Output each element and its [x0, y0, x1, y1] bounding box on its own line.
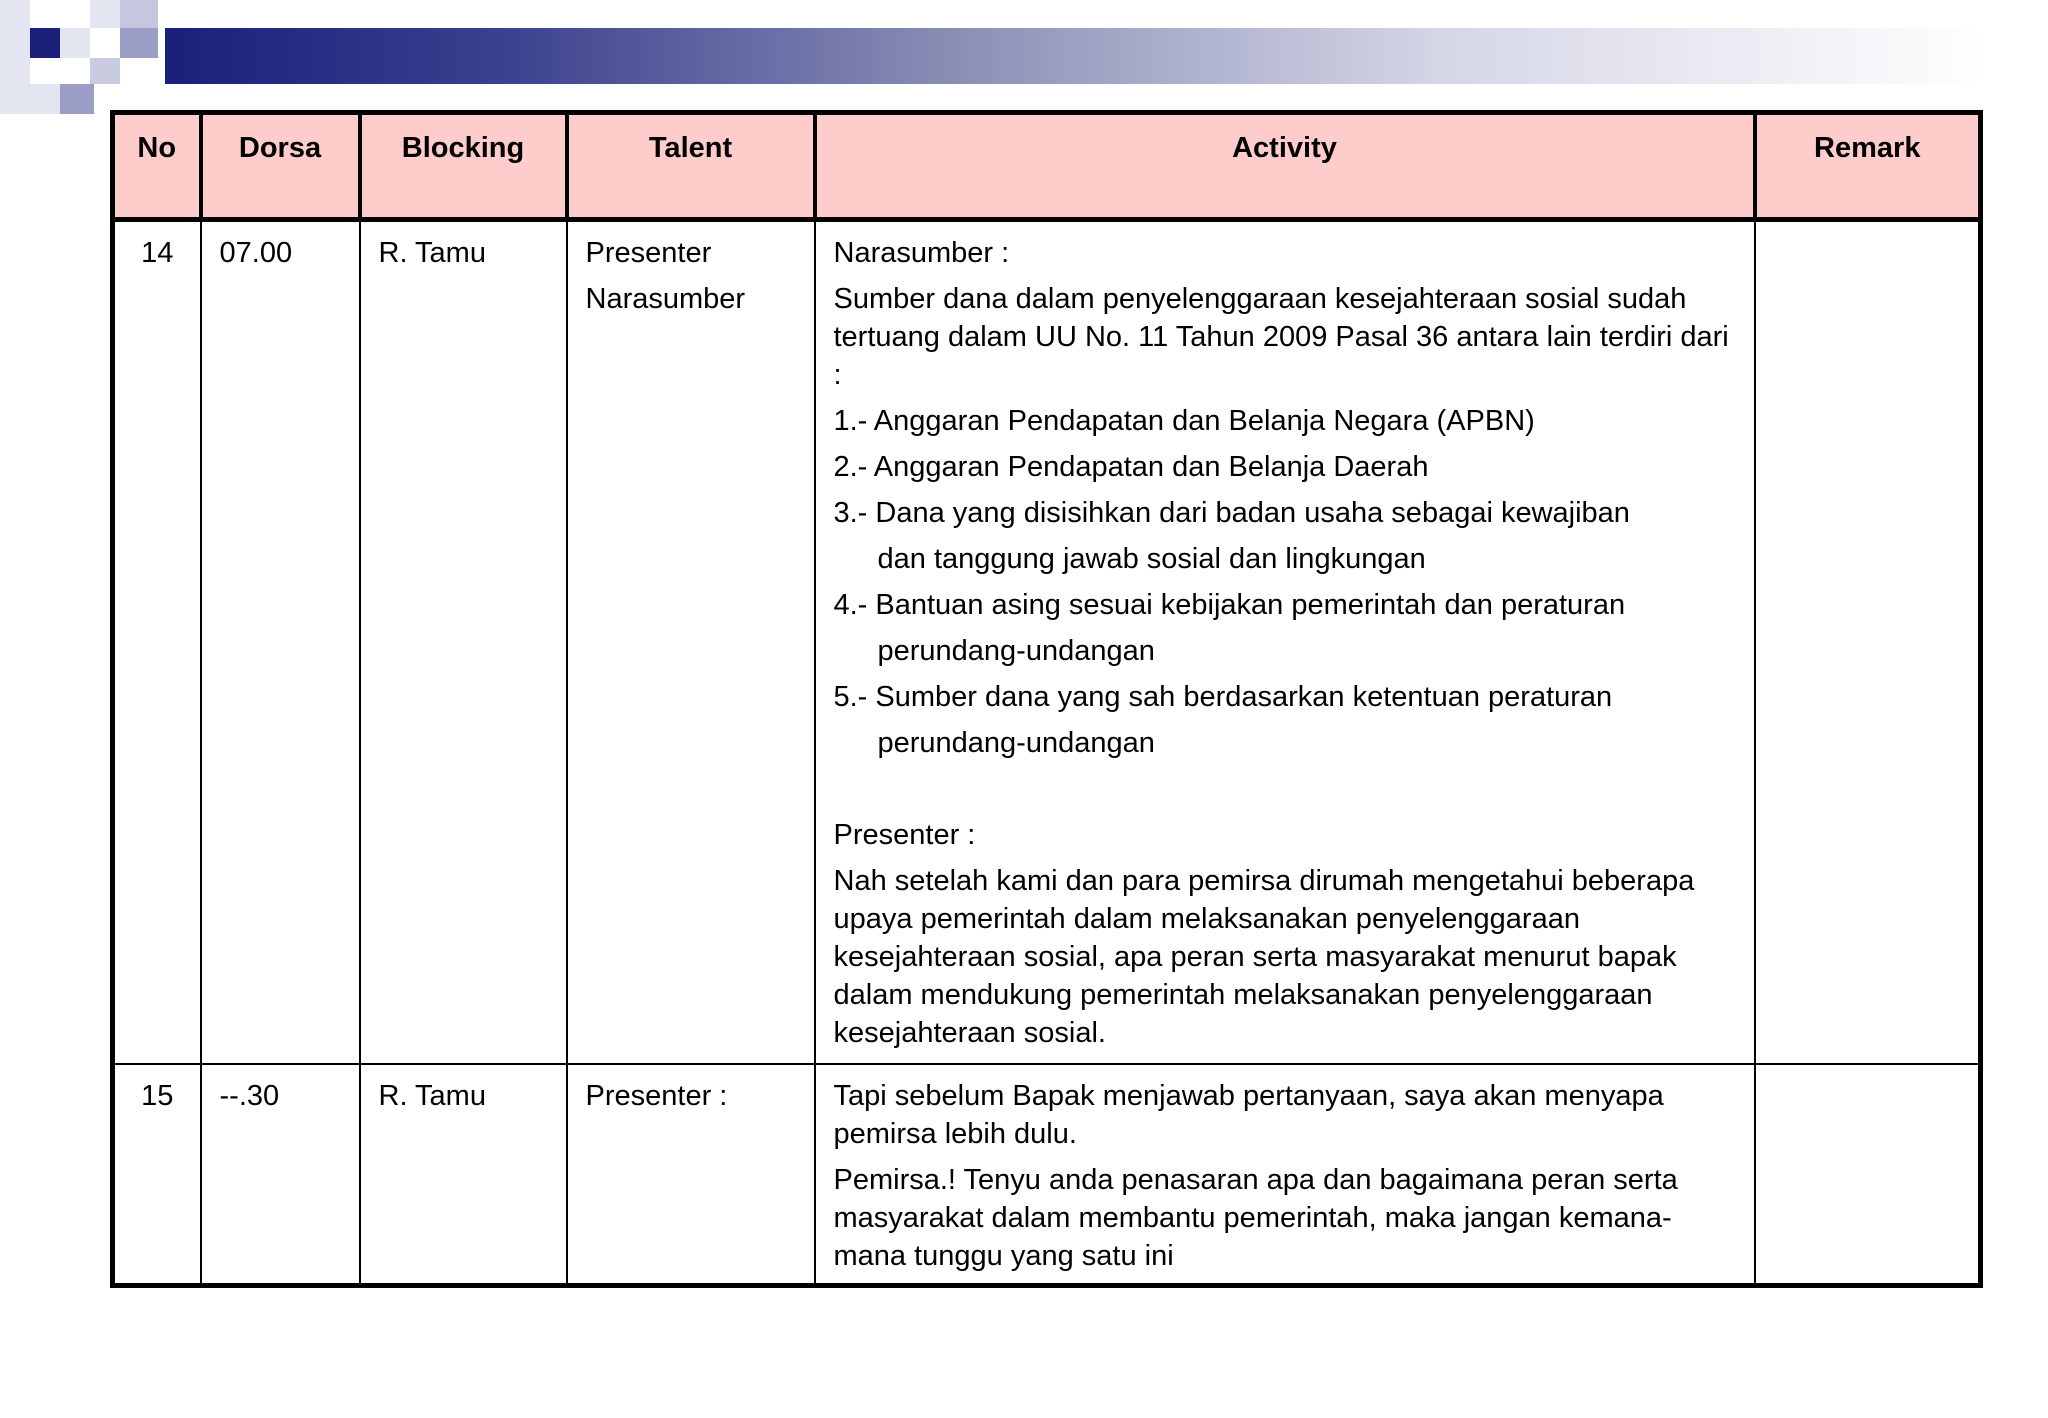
cell-activity [815, 220, 1755, 1064]
speaker-heading: Narasumber : [833, 237, 1010, 269]
cell-blocking: R. Tamu [360, 220, 567, 1064]
corner-square [90, 0, 120, 28]
corner-square [90, 58, 120, 84]
list-item [834, 448, 1736, 486]
column-header-remark: Remark [1755, 113, 1981, 220]
corner-square [60, 28, 90, 58]
column-header-talent: Talent [567, 113, 815, 220]
activity-paragraph: Tapi sebelum Bapak menjawab pertanyaan, saya akan menyapa pemirsa lebih dulu. [833, 1079, 1664, 1150]
list-item-continuation: perundang-undangan [877, 727, 1155, 759]
corner-square [30, 28, 60, 58]
cell-dorsa: --.30 [201, 1064, 360, 1286]
corner-square [0, 84, 60, 114]
talent-name: Narasumber [585, 283, 746, 315]
list-item-text: 3.- Dana yang disisihkan dari badan usaha sebagai kewajiban [833, 497, 1630, 529]
cell-activity [815, 1064, 1755, 1286]
header-gradient-banner [165, 28, 1985, 84]
list-item-continuation: perundang-undangan [877, 635, 1155, 667]
corner-square [60, 84, 94, 114]
list-item [834, 402, 1736, 440]
activity-paragraph: Pemirsa.! Tenyu anda penasaran apa dan bagaimana peran serta masyarakat dalam membantu pemerintah, maka jangan kemana-mana tunggu yang satu ini [833, 1163, 1678, 1272]
cell-no: 14 [113, 220, 201, 1064]
activity-paragraph: Nah setelah kami dan para pemirsa dirumah mengetahui beberapa upaya pemerintah dalam melaksanakan penyelenggaraan kesejahteraan sosial, apa peran serta masyarakat menurut bapak dalam mendukung pemerintah melaksanakan penyelenggaraan kesejahteraan sosial. [833, 865, 1695, 1049]
rundown-table [110, 110, 1983, 1288]
cell-no: 15 [113, 1064, 201, 1286]
column-header-activity: Activity [815, 113, 1755, 220]
list-item-text: 5.- Sumber dana yang sah berdasarkan ketentuan peraturan [833, 681, 1613, 713]
activity-paragraph: Sumber dana dalam penyelenggaraan kesejahteraan sosial sudah tertuang dalam UU No. 11 Tahun 2009 Pasal 36 antara lain terdiri dari : [833, 283, 1729, 391]
speaker-heading: Presenter : [833, 819, 976, 851]
list-item-text: 4.- Bantuan asing sesuai kebijakan pemerintah dan peraturan [833, 589, 1626, 621]
list-item [834, 678, 1736, 762]
rundown-table-container [110, 110, 1978, 1288]
list-item-continuation: dan tanggung jawab sosial dan lingkungan [877, 543, 1426, 575]
cell-remark [1755, 220, 1981, 1064]
table-row [113, 220, 1981, 1064]
corner-square [30, 0, 60, 28]
cell-blocking: R. Tamu [360, 1064, 567, 1286]
table-row [113, 1064, 1981, 1286]
list-item-text: 2.- Anggaran Pendapatan dan Belanja Daerah [833, 451, 1429, 483]
list-item [834, 494, 1736, 578]
talent-name: Presenter [585, 237, 712, 269]
column-header-blocking: Blocking [360, 113, 567, 220]
list-item-text: 1.- Anggaran Pendapatan dan Belanja Negara (APBN) [833, 405, 1535, 437]
cell-remark [1755, 1064, 1981, 1286]
talent-name: Presenter : [585, 1079, 728, 1112]
spacer [834, 770, 1736, 816]
column-header-no: No [113, 113, 201, 220]
cell-dorsa: 07.00 [201, 220, 360, 1064]
corner-square [120, 28, 158, 58]
cell-talent [567, 220, 815, 1064]
column-header-dorsa: Dorsa [201, 113, 360, 220]
table-header-row [113, 113, 1981, 220]
cell-talent [567, 1064, 815, 1286]
corner-square [0, 0, 30, 84]
list-item [834, 586, 1736, 670]
